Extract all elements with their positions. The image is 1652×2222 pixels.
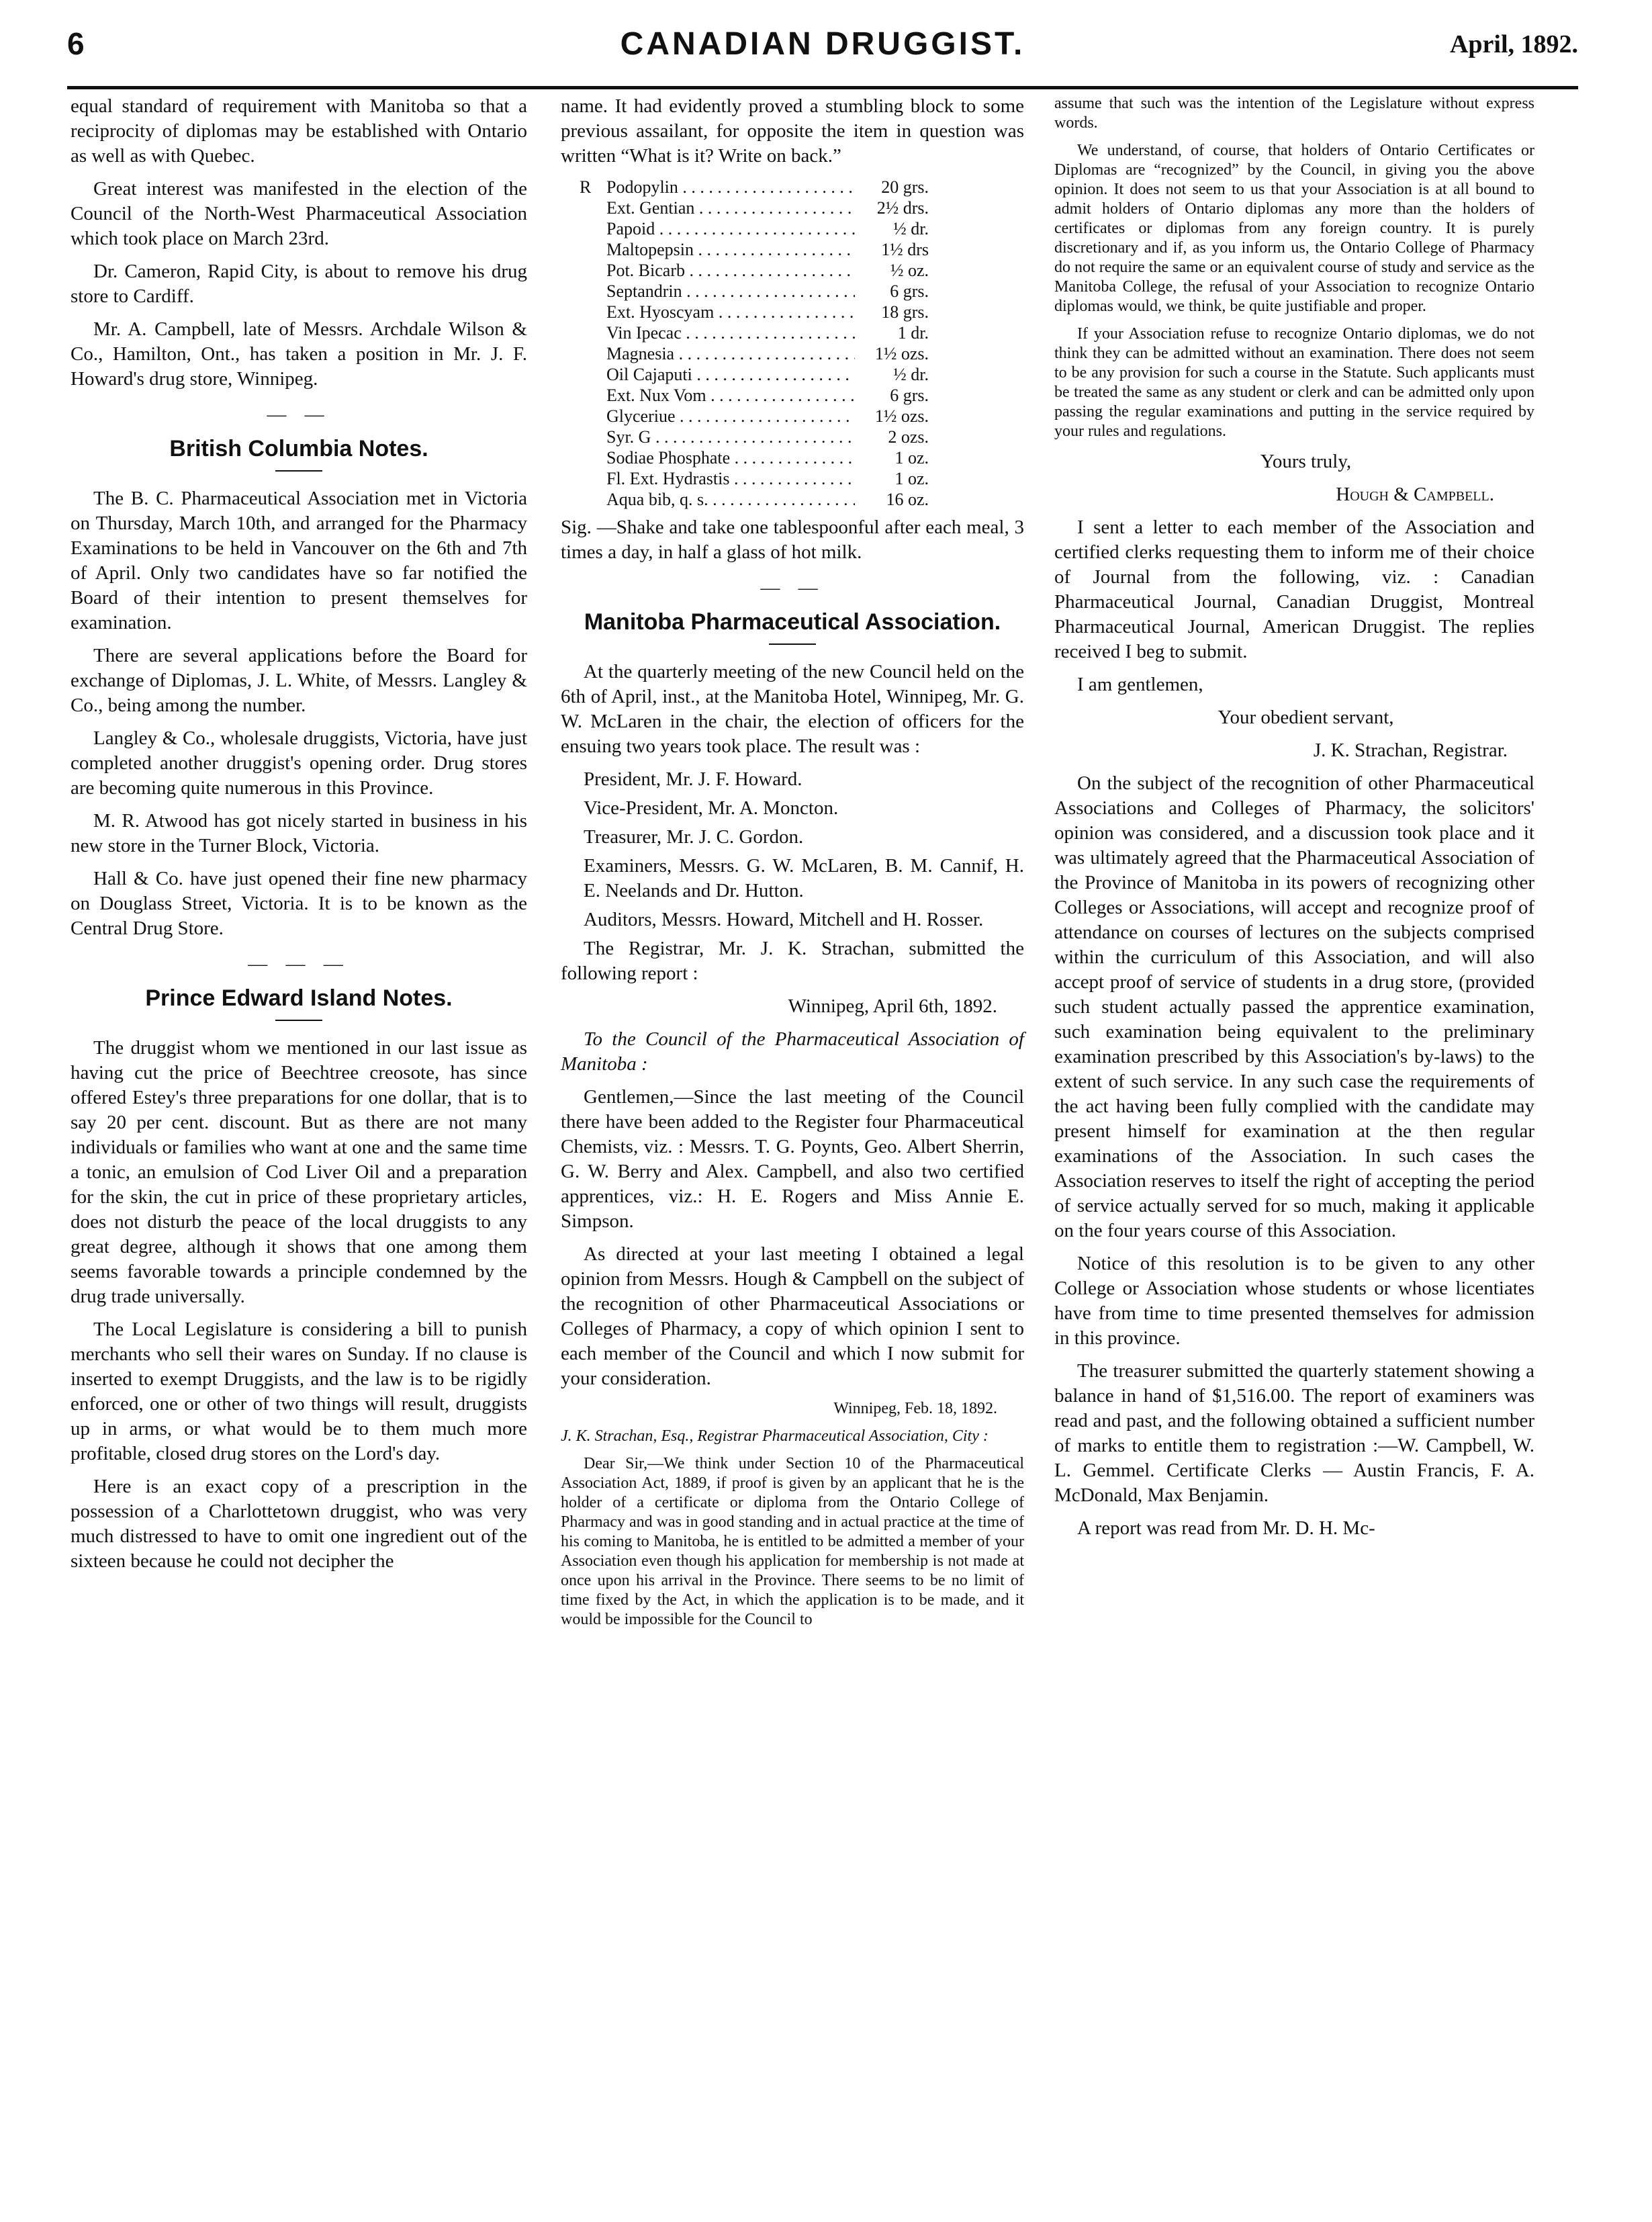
paragraph: Mr. A. Campbell, late of Messrs. Archdale Wilson & Co., Hamilton, Ont., has taken a position in Mr. J. F. Howard's drug store, Winnipeg. — [71, 318, 527, 390]
section-separator: — — — — [248, 953, 350, 975]
issue-date: April, 1892. — [1449, 30, 1578, 58]
section-separator: — — — [267, 404, 331, 425]
paragraph: I am gentlemen, — [1077, 674, 1203, 695]
ingredient-name: Fl. Ext. Hydrastis . . . — [606, 468, 855, 489]
letter-addressee: J. K. Strachan, Esq., Registrar Pharmaceutical Association, City : — [561, 1427, 989, 1445]
report-salutation: To the Council of the Pharmaceutical Association of Manitoba : — [561, 1028, 1024, 1075]
divider — [275, 470, 322, 472]
paragraph: Gentlemen,—Since the last meeting of the Council there have been added to the Register four Pharmaceutical Chemists, viz. : Messrs. T. G. Poynts, Geo. Albert Sherrin, G. W. Berry and Alex. Campbell, and also two certified apprentices, viz.: H. E. Rogers and Miss Annie E. Simpson. — [561, 1086, 1024, 1232]
rx-symbol — [580, 385, 606, 406]
paragraph: There are several applications before the Board for exchange of Diplomas, J. L. White, of Messrs. Langley & Co., being among the number. — [71, 645, 527, 716]
ingredient-name: Podopylin . . . — [606, 177, 855, 197]
prescription-signa: Sig. —Shake and take one tablespoonful after each meal, 3 times a day, in half a glass of hot milk. — [561, 517, 1024, 563]
paragraph: The treasurer submitted the quarterly statement showing a balance in hand of $1,516.00. The report of examiners was read and past, and the following obtained a sufficient number of marks to entitle them to registration :—W. Campbell, W. L. Gemmel. Certificate Clerks — Austin Francis, F. A. McDonald, Max Benjamin. — [1054, 1360, 1534, 1506]
section-heading-manitoba: Manitoba Pharmaceutical Association. — [584, 609, 1001, 635]
ingredient-name: Papoid . . . — [606, 218, 855, 239]
paragraph: A report was read from Mr. D. H. Mc- — [1077, 1517, 1375, 1539]
rx-symbol — [580, 281, 606, 302]
officer-list — [561, 767, 1024, 932]
ingredient-name: Ext. Hyoscyam . . . — [606, 302, 855, 322]
publication-title: CANADIAN DRUGGIST. — [620, 26, 1025, 62]
officer-entry: Examiners, Messrs. G. W. McLaren, B. M. Cannif, H. E. Neelands and Dr. Hutton. — [584, 855, 1024, 901]
ingredient-name: Maltopepsin . . . — [606, 239, 855, 260]
ingredient-quantity: ½ dr. — [855, 218, 929, 239]
ingredient-quantity: 6 grs. — [855, 385, 929, 406]
ingredient-quantity: 18 grs. — [855, 302, 929, 322]
paragraph: The B. C. Pharmaceutical Association met in Victoria on Thursday, March 10th, and arranged for the Pharmacy Examinations to be held in Vancouver on the 6th and 7th of April. Only two candidates have so far notified the Board of their intention to present themselves for examination. — [71, 488, 527, 633]
rx-symbol — [580, 218, 606, 239]
paragraph: Great interest was manifested in the election of the Council of the North-West Pharmaceutical Association which took place on March 23rd. — [71, 178, 527, 249]
prescription-item — [580, 364, 929, 385]
paragraph: On the subject of the recognition of other Pharmaceutical Associations and Colleges of Pharmacy, the solicitors' opinion was considered, and a discussion took place and it was ultimately agreed that the Pharmaceutical Association of the Province of Manitoba in its powers of recognizing other Colleges or Associations, will accept and recognize proof of attendance on courses of lectures on the subjects comprised within the curriculum of this Association, and will also accept proof of service of students in a drug store, (provided such student actually passed the apprentice examination, such examination being equivalent to the preliminary examination prescribed by this Association's by-laws) to the extent of such service. In any such case the requirements of the act having been fully complied with the candidate may present himself for examination at the then regular examinations of the Association. In such cases the Association reserves to itself the right of accepting the period of service actually served for so much, making it applicable on the four years course of this Association. — [1054, 772, 1534, 1241]
rx-symbol — [580, 197, 606, 218]
ingredient-name: Oil Cajaputi . . . — [606, 364, 855, 385]
paragraph: The druggist whom we mentioned in our last issue as having cut the price of Beechtree creosote, has since offered Estey's three preparations for one dollar, that is to say 20 per cent. discount. But as there are not many individuals or families who want at one and the same time a tonic, an emulsion of Cod Liver Oil and a preparation for the skin, the cut in price of these proprietary articles, does not disturb the peace of the local druggists to any great degree, although it shows that one among them seems favorable towards a principle condemned by the drug trade universally. — [71, 1037, 527, 1307]
ingredient-name: Ext. Nux Vom . . . — [606, 385, 855, 406]
paragraph: At the quarterly meeting of the new Council held on the 6th of April, inst., at the Manitoba Hotel, Winnipeg, Mr. G. W. McLaren in the chair, the election of officers for the ensuing two years took place. The result was : — [561, 661, 1024, 757]
section-separator: — — — [760, 577, 825, 598]
paragraph: M. R. Atwood has got nicely started in business in his new store in the Turner Block, Victoria. — [71, 810, 527, 856]
rx-symbol — [580, 427, 606, 447]
paragraph: Here is an exact copy of a prescription in the possession of a Charlottetown druggist, who was very much distressed to have to omit one ingredient out of the sixteen because he could not decipher the — [71, 1476, 527, 1572]
rx-symbol — [580, 406, 606, 427]
letter-body: Dear Sir,—We think under Section 10 of the Pharmaceutical Association Act, 1889, if proof is given by an applicant that he is the holder of a certificate or diploma from the Ontario College of Pharmacy and was in good standing and in actual practice at the time of his coming to Manitoba, he is entitled to be admitted a member of your Association even though his application for membership is not made at once upon his arrival in the Province. There seems to be no limit of time fixed by the Act, in which the application is to be made, and it would be impossible for the Council to — [561, 1455, 1024, 1628]
prescription-item — [580, 239, 929, 260]
paragraph: Notice of this resolution is to be given to any other College or Association whose students or whose licentiates have from time to time presented themselves for admission in this province. — [1054, 1253, 1534, 1349]
letter-firm: Hough & Campbell. — [1336, 484, 1494, 505]
officer-entry: Vice-President, Mr. A. Moncton. — [584, 797, 839, 819]
rx-symbol — [580, 343, 606, 364]
paragraph: Dr. Cameron, Rapid City, is about to remove his drug store to Cardiff. — [71, 261, 527, 307]
ingredient-name: Pot. Bicarb . . . — [606, 260, 855, 281]
prescription-item — [580, 177, 929, 197]
letter-date: Winnipeg, Feb. 18, 1892. — [833, 1400, 997, 1417]
ingredient-name: Vin Ipecac . . . — [606, 322, 855, 343]
rx-symbol — [580, 364, 606, 385]
paragraph: The Local Legislature is considering a bill to punish merchants who sell their wares on Sunday. If no clause is inserted to exempt Druggists, and the law is to be rigidly enforced, one or other of two things will result, druggists up in arms, or what would be to them much more profitable, closed drug stores on the Lord's day. — [71, 1319, 527, 1464]
prescription-item — [580, 468, 929, 489]
prescription-item — [580, 447, 929, 468]
officer-entry: Treasurer, Mr. J. C. Gordon. — [584, 826, 804, 848]
ingredient-name: Aqua bib, q. s. . . . — [606, 489, 855, 510]
column-left — [71, 94, 527, 1582]
rx-symbol — [580, 322, 606, 343]
ingredient-quantity: 1 dr. — [855, 322, 929, 343]
column-middle — [561, 94, 1024, 1638]
rx-symbol — [580, 302, 606, 322]
ingredient-quantity: 1½ ozs. — [855, 343, 929, 364]
prescription-item — [580, 197, 929, 218]
paragraph: name. It had evidently proved a stumbling block to some previous assailant, for opposite the item in question was written “What is it? Write on back.” — [561, 95, 1024, 167]
report-place-date: Winnipeg, April 6th, 1892. — [788, 995, 997, 1017]
officer-entry: President, Mr. J. F. Howard. — [584, 768, 802, 790]
ingredient-quantity: ½ dr. — [855, 364, 929, 385]
prescription-item — [580, 427, 929, 447]
ingredient-quantity: 6 grs. — [855, 281, 929, 302]
prescription-item — [580, 218, 929, 239]
rx-symbol: R — [580, 177, 592, 197]
ingredient-name: Sodiae Phosphate . . . — [606, 447, 855, 468]
prescription-item — [580, 489, 929, 510]
prescription-item — [580, 385, 929, 406]
ingredient-name: Glyceriue . . . — [606, 406, 855, 427]
rx-symbol — [580, 489, 606, 510]
section-heading-prince-edward-island: Prince Edward Island Notes. — [145, 985, 453, 1011]
header-rule — [67, 86, 1578, 89]
ingredient-name: Septandrin . . . — [606, 281, 855, 302]
signature-name: J. K. Strachan, Registrar. — [1313, 740, 1508, 761]
letter-closing: Yours truly, — [1260, 451, 1352, 472]
section-heading-british-columbia: British Columbia Notes. — [169, 436, 428, 461]
ingredient-quantity: 1½ ozs. — [855, 406, 929, 427]
ingredient-quantity: 2½ drs. — [855, 197, 929, 218]
officer-entry: Auditors, Messrs. Howard, Mitchell and H. Rosser. — [584, 909, 984, 930]
ingredient-quantity: 1 oz. — [855, 447, 929, 468]
paragraph: Hall & Co. have just opened their fine new pharmacy on Douglass Street, Victoria. It is to be known as the Central Drug Store. — [71, 868, 527, 939]
signature-line: Your obedient servant, — [1218, 707, 1394, 728]
prescription — [580, 177, 1024, 510]
ingredient-name: Syr. G . . . — [606, 427, 855, 447]
paragraph: Langley & Co., wholesale druggists, Victoria, have just completed another druggist's opening order. Drug stores are becoming quite numerous in this Province. — [71, 727, 527, 799]
paragraph: I sent a letter to each member of the Association and certified clerks requesting them to inform me of their choice of Journal from the following, viz. : Canadian Pharmaceutical Journal, Canadian Druggist, Montreal Pharmaceutical Journal, American Druggist. The replies received I beg to submit. — [1054, 517, 1534, 662]
paragraph: The Registrar, Mr. J. K. Strachan, submitted the following report : — [561, 938, 1024, 984]
column-right — [1054, 94, 1534, 1549]
page-header — [67, 26, 1578, 79]
ingredient-quantity: 2 ozs. — [855, 427, 929, 447]
ingredient-quantity: 16 oz. — [855, 489, 929, 510]
prescription-item — [580, 260, 929, 281]
prescription-list — [580, 177, 1024, 510]
letter-body: We understand, of course, that holders of Ontario Certificates or Diplomas are “recognized” by the Council, in giving you the above opinion. It does not seem to us that your Association is at all bound to admit holders of Ontario diplomas any more than the holders of certificates or diplomas from any foreign country. It is purely discretionary and if, as you inform us, the Ontario College of Pharmacy do not require the same or an equivalent course of study and service as the Manitoba College, the refusal of your Association to recognize Ontario diplomas would, we think, be quite justifiable and proper. — [1054, 142, 1534, 315]
rx-symbol — [580, 468, 606, 489]
prescription-item — [580, 302, 929, 322]
prescription-item — [580, 406, 929, 427]
ingredient-quantity: 1½ drs — [855, 239, 929, 260]
paragraph: equal standard of requirement with Manitoba so that a reciprocity of diplomas may be established with Ontario as well as with Quebec. — [71, 95, 527, 167]
rx-symbol — [580, 260, 606, 281]
prescription-item — [580, 281, 929, 302]
divider — [769, 643, 816, 645]
paragraph: As directed at your last meeting I obtained a legal opinion from Messrs. Hough & Campbell on the subject of the recognition of other Pharmaceutical Associations or Colleges of Pharmacy, a copy of which opinion I sent to each member of the Council and which I now submit for your consideration. — [561, 1243, 1024, 1389]
prescription-item — [580, 322, 929, 343]
divider — [275, 1020, 322, 1021]
ingredient-quantity: 1 oz. — [855, 468, 929, 489]
ingredient-name: Ext. Gentian . . . — [606, 197, 855, 218]
rx-symbol — [580, 447, 606, 468]
letter-body: assume that such was the intention of the Legislature without express words. — [1054, 95, 1534, 132]
prescription-item — [580, 343, 929, 364]
ingredient-quantity: ½ oz. — [855, 260, 929, 281]
ingredient-quantity: 20 grs. — [855, 177, 929, 197]
ingredient-name: Magnesia . . . — [606, 343, 855, 364]
letter-body: If your Association refuse to recognize Ontario diplomas, we do not think they can be admitted without an examination. There does not seem to be any provision for such a course in the Statute. Such applicants must be treated the same as any student or clerk and can be admitted only upon passing the regular examinations and putting in the service required by your rules and regulations. — [1054, 325, 1534, 440]
page-number: 6 — [67, 26, 85, 61]
rx-symbol — [580, 239, 606, 260]
